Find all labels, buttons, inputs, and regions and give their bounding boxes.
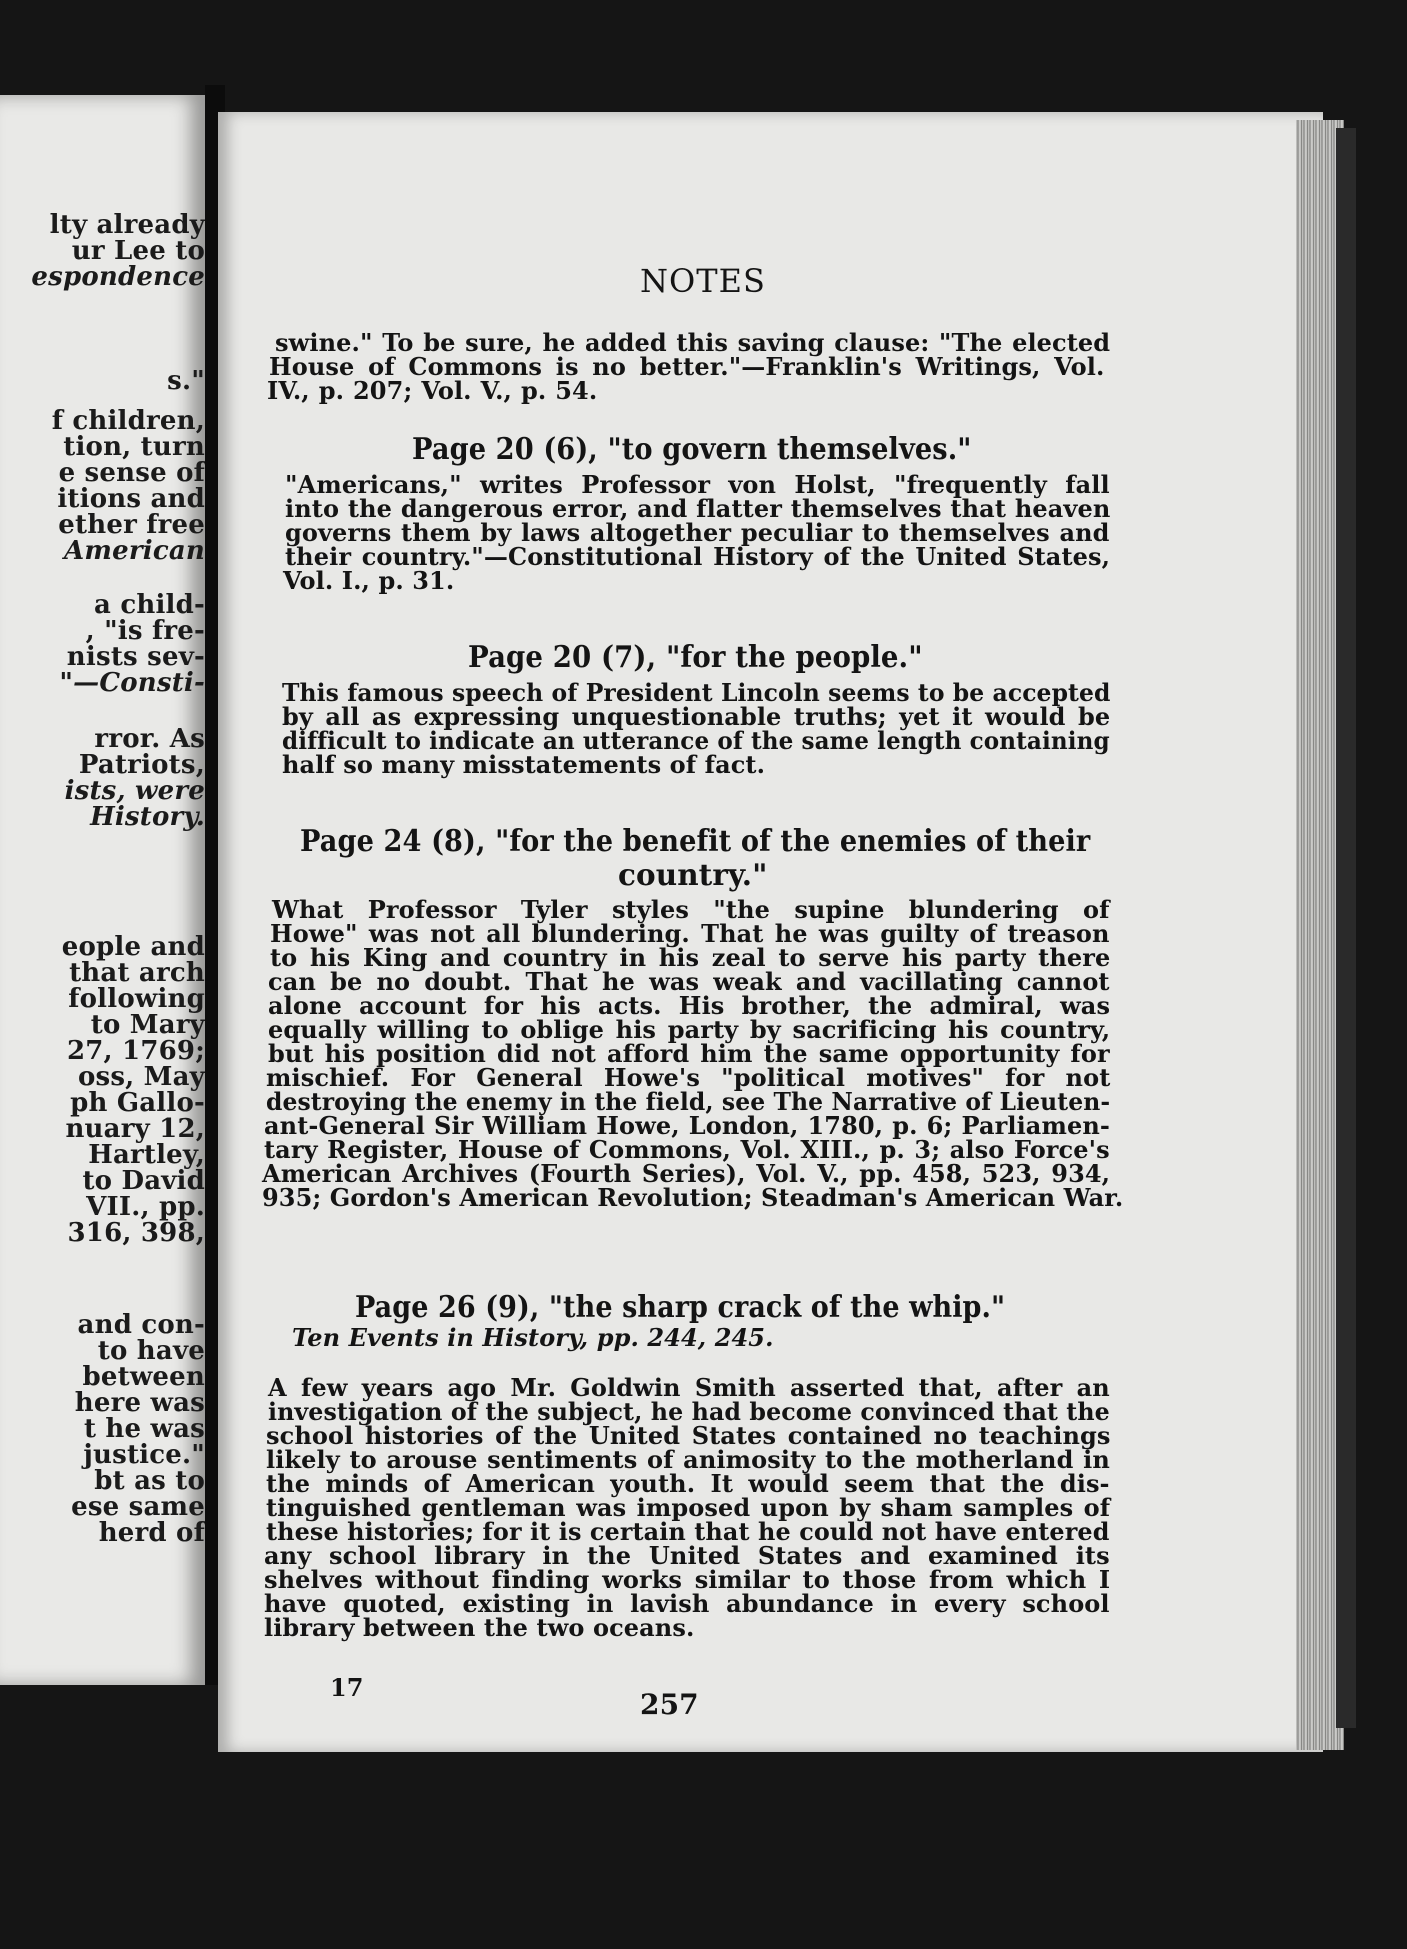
note-line: have quoted, existing in lavish abundance in every school (264, 1589, 1110, 1618)
note-line: but his position did not afford him the same opportunity for (268, 1039, 1110, 1068)
intro-line: IV., p. 207; Vol. V., p. 54. (267, 376, 598, 405)
note-line: tinguished gentleman was imposed upon by sham samples of (266, 1493, 1111, 1522)
signature-mark: 17 (330, 1673, 364, 1702)
note-line: school histories of the United States contained no teachings (266, 1421, 1111, 1450)
note-line: half so many misstatements of fact. (282, 750, 766, 779)
note-line: This famous speech of President Lincoln seems to be accepted (282, 678, 1111, 707)
left-page-line: , "is fre- (85, 616, 205, 646)
left-page-line: History. (90, 802, 205, 832)
left-page-line: bt as to (94, 1466, 205, 1496)
note-heading: Page 20 (7), "for the people." (468, 640, 923, 675)
note-line: by all as expressing unquestionable truths; yet it would be (282, 702, 1111, 731)
left-page-line: herd of (98, 1518, 205, 1548)
note-line: Howe" was not all blundering. That he was guilty of treason (270, 919, 1110, 948)
note-line: library between the two oceans. (264, 1613, 695, 1642)
left-page-line: nuary 12, (65, 1114, 205, 1144)
note-line: "Americans," writes Professor von Holst, "frequently fall (285, 470, 1110, 499)
note-line: Vol. I., p. 31. (283, 566, 455, 595)
left-page-line: tion, turn (63, 432, 205, 462)
left-page-line: itions and (57, 484, 205, 514)
note-line: tary Register, House of Commons, Vol. XIII., p. 3; also Force's (264, 1135, 1110, 1164)
note-line: destroying the enemy in the field, see The Narrative of Lieuten- (266, 1087, 1111, 1116)
note-line: shelves without finding works similar to those from which I (264, 1565, 1111, 1594)
left-page-line: to Mary (90, 1010, 205, 1040)
note-line: 935; Gordon's American Revolution; Steadman's American War. (262, 1183, 1124, 1212)
left-page-line: American (64, 536, 205, 566)
left-page-line: between (82, 1362, 205, 1392)
left-page-line: "—Consti- (59, 668, 205, 698)
left-page-line: justice." (83, 1440, 205, 1470)
note-line: What Professor Tyler styles "the supine blundering of (272, 895, 1110, 924)
note-line: American Archives (Fourth Series), Vol. V., pp. 458, 523, 934, (262, 1159, 1111, 1188)
note-line: Ten Events in History, pp. 244, 245. (292, 1323, 774, 1352)
left-page-line: a child- (94, 590, 205, 620)
left-page-line: s." (167, 366, 205, 396)
left-page-line: eople and (61, 932, 205, 962)
left-page-line: to have (97, 1336, 205, 1366)
left-page-line: ese same (71, 1492, 205, 1522)
note-line: any school library in the United States and examined its (264, 1541, 1110, 1570)
left-page-line: rror. As (94, 724, 205, 754)
intro-line: House of Commons is no better."—Franklin's Writings, Vol. (269, 352, 1105, 381)
left-page-line: ph Gallo- (70, 1088, 205, 1118)
left-page-line: ether free (58, 510, 205, 540)
note-line: these histories; for it is certain that he could not have entered (266, 1517, 1110, 1546)
left-page-line: 316, 398, (67, 1218, 205, 1248)
note-line: governs them by laws altogether peculiar to themselves and (285, 518, 1110, 547)
note-line: their country."—Constitutional History of the United States, (285, 542, 1111, 571)
left-page-line: to David (82, 1166, 205, 1196)
note-line: ant-General Sir William Howe, London, 1780, p. 6; Parliamen- (264, 1111, 1110, 1140)
running-head: NOTES (640, 262, 766, 300)
note-line: equally willing to oblige his party by sacrificing his country, (268, 1015, 1111, 1044)
note-line: difficult to indicate an utterance of the same length containing (282, 726, 1110, 755)
left-page-line: Patriots, (78, 750, 205, 780)
left-page-line: that arch (69, 958, 205, 988)
left-page-line: ur Lee to (71, 236, 205, 266)
left-page-line: lty already (49, 210, 205, 240)
left-page-line: nists sev- (66, 642, 205, 672)
note-heading: Page 20 (6), "to govern themselves." (412, 432, 972, 467)
note-line: mischief. For General Howe's "political motives" for not (266, 1063, 1111, 1092)
left-page-line: espondence (31, 262, 205, 292)
note-heading: country." (618, 858, 768, 893)
note-line: investigation of the subject, he had become convinced that the (268, 1397, 1110, 1426)
left-page-line: e sense of (58, 458, 205, 488)
left-page-line: VII., pp. (86, 1192, 205, 1222)
left-page-line: following (68, 984, 205, 1014)
left-page-line: and con- (77, 1310, 205, 1340)
previous-page (0, 95, 205, 1685)
note-line: to his King and country in his zeal to serve his party there (270, 943, 1111, 972)
note-line: the minds of American youth. It would seem that the dis- (266, 1469, 1110, 1498)
left-page-line: oss, May (77, 1062, 205, 1092)
left-page-line: f children, (51, 406, 205, 436)
book-back-cover (1336, 128, 1356, 1728)
intro-line: swine." To be sure, he added this saving clause: "The elected (275, 328, 1111, 357)
note-line: into the dangerous error, and flatter themselves that heaven (285, 494, 1111, 523)
note-line: A few years ago Mr. Goldwin Smith asserted that, after an (268, 1373, 1110, 1402)
note-line: alone account for his acts. His brother, the admiral, was (268, 991, 1111, 1020)
left-page-line: here was (74, 1388, 205, 1418)
left-page-line: Hartley, (88, 1140, 205, 1170)
note-heading: Page 24 (8), "for the benefit of the enemies of their (300, 824, 1091, 859)
left-page-line: ists, were (64, 776, 205, 806)
note-line: can be no doubt. That he was weak and vacillating cannot (268, 967, 1110, 996)
page-number: 257 (640, 1688, 699, 1721)
note-line: likely to arouse sentiments of animosity to the motherland in (266, 1445, 1110, 1474)
left-page-line: 27, 1769; (66, 1036, 205, 1066)
note-heading: Page 26 (9), "the sharp crack of the whip." (355, 1290, 1006, 1325)
left-page-line: t he was (83, 1414, 205, 1444)
